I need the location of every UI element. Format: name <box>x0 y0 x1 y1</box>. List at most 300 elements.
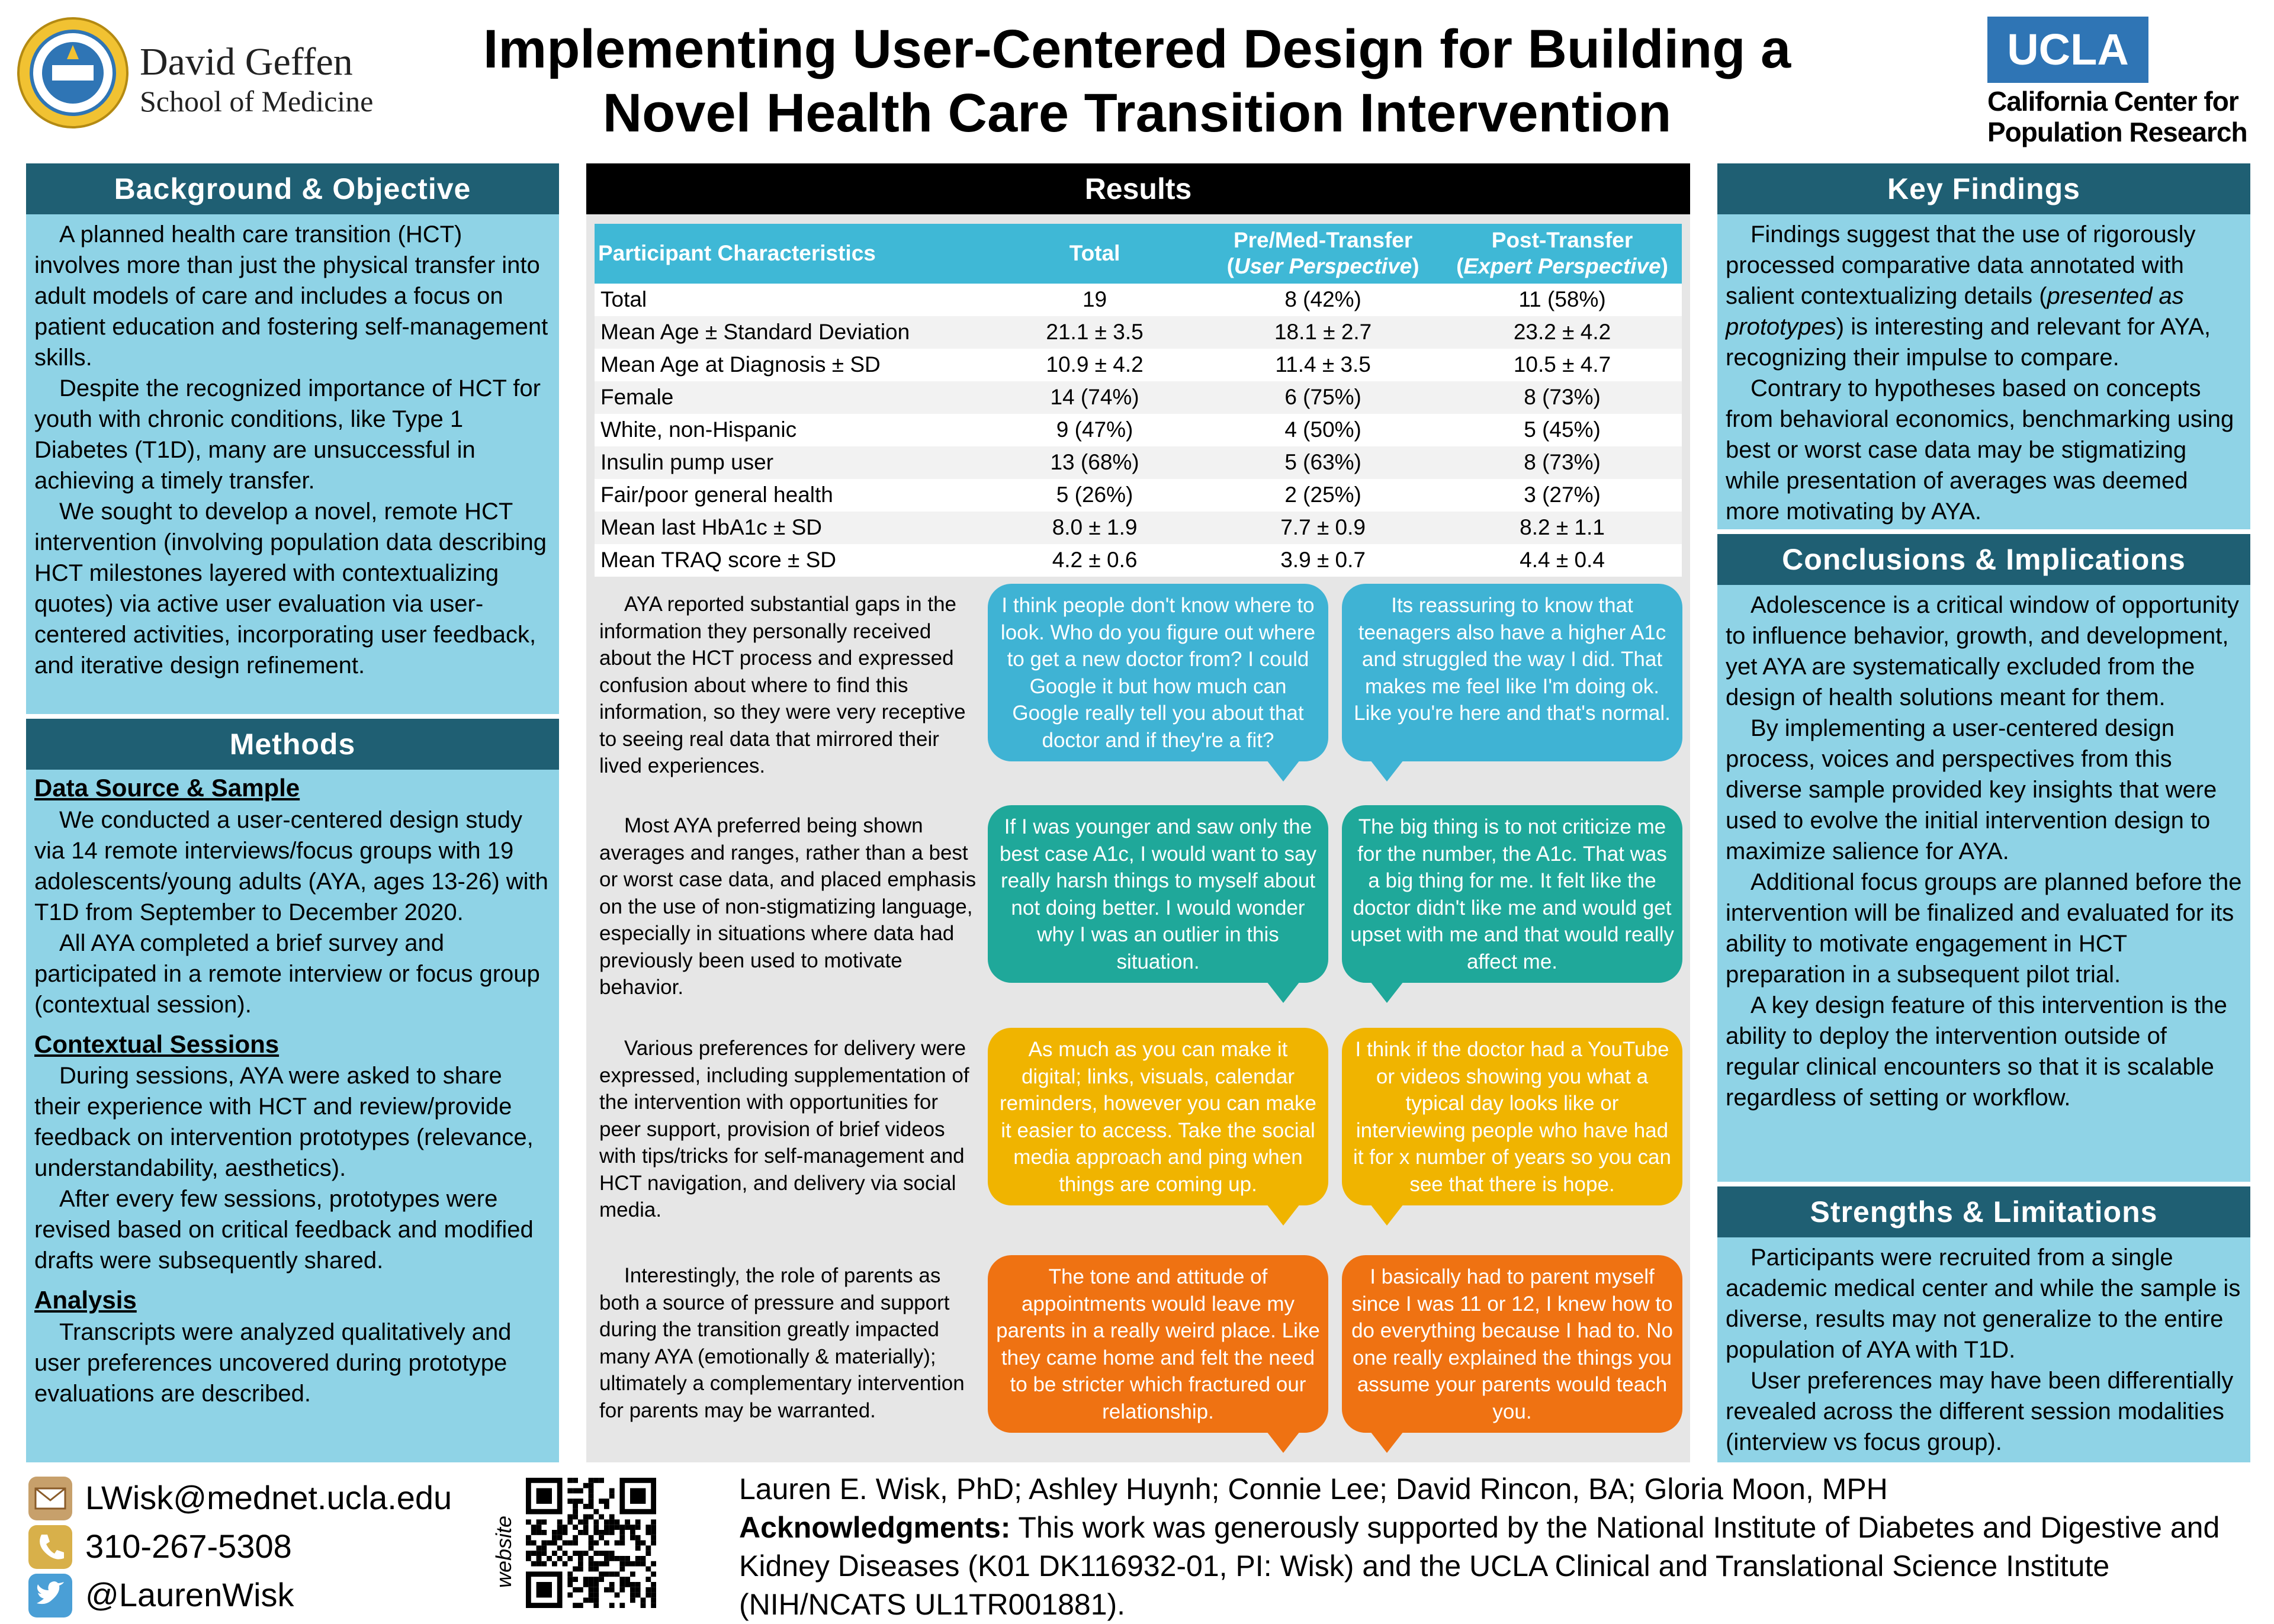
qr-module <box>563 1541 568 1546</box>
qr-module <box>593 1597 599 1603</box>
qr-module <box>599 1514 604 1520</box>
title-line-2: Novel Health Care Transition Intervention <box>602 82 1672 143</box>
kf-emphasis: presented as prototypes <box>1726 283 2184 340</box>
table-cell: 11 (58%) <box>1443 284 1682 316</box>
qr-module <box>589 1597 594 1603</box>
qr-module <box>651 1593 656 1598</box>
qr-module <box>630 1593 635 1598</box>
background-paragraph: A planned health care transition (HCT) involves more than just the physical transfer into adult models of care and includes a focus on patient education and fostering self-management skills. <box>34 221 548 371</box>
qr-module <box>609 1530 615 1535</box>
qr-module <box>604 1551 609 1556</box>
ack-text: This work was generously supported by the National Institute of Diabetes and Digestive and Kidney Diseases (K01 DK116932-01, PI: Wisk) and the UCLA Clinical and Translational Science Institute (NIH/NCATS UL1TR001881). <box>739 1511 2220 1621</box>
table-row <box>595 381 1682 414</box>
qr-module <box>651 1597 656 1603</box>
qr-module <box>651 1561 656 1567</box>
qr-module <box>589 1483 594 1488</box>
table-row <box>595 349 1682 381</box>
qr-module <box>578 1567 583 1572</box>
table-cell: 23.2 ± 4.2 <box>1443 316 1682 349</box>
qr-module <box>578 1530 583 1535</box>
conclusions-body <box>1717 585 2250 1113</box>
qr-module <box>589 1541 594 1546</box>
twitter-handle[interactable]: @LaurenWisk <box>85 1576 294 1613</box>
quote-bubble <box>988 1028 1328 1205</box>
qr-module <box>573 1577 578 1582</box>
qr-module <box>635 1593 641 1598</box>
table-row <box>595 316 1682 349</box>
qr-module <box>567 1478 573 1483</box>
qr-module <box>567 1541 573 1546</box>
qr-module <box>573 1567 578 1572</box>
ccpr-line-2: Population Research <box>1987 116 2247 147</box>
finding-text <box>599 1262 978 1424</box>
qr-module <box>593 1525 599 1530</box>
table-cell: 11.4 ± 3.5 <box>1203 349 1443 381</box>
table-row <box>595 512 1682 544</box>
qr-module <box>583 1525 589 1530</box>
qr-module <box>630 1530 635 1535</box>
qr-module <box>537 1556 542 1561</box>
qr-module <box>578 1556 583 1561</box>
qr-module <box>645 1567 651 1572</box>
qr-module <box>573 1498 578 1504</box>
qr-module <box>589 1498 594 1504</box>
finding-paragraph: Various preferences for delivery were expressed, including supplementation of the intervention with opportunities for peer support, provision of brief videos with tips/tricks for self-management and HCT navigation, and delivery via social media. <box>599 1037 969 1221</box>
qr-module <box>619 1561 625 1567</box>
qr-module <box>589 1478 594 1483</box>
qr-module <box>609 1514 615 1520</box>
qr-module <box>593 1541 599 1546</box>
qr-module <box>599 1498 604 1504</box>
table-cell: 9 (47%) <box>986 414 1203 446</box>
qr-module <box>651 1603 656 1608</box>
qr-module <box>578 1587 583 1593</box>
table-cell: Mean last HbA1c ± SD <box>595 512 986 544</box>
methods-paragraph: During sessions, AYA were asked to share their experience with HCT and review/provide feedback on intervention prototypes (relevance, understandability, aesthetics). <box>34 1063 534 1182</box>
qr-module <box>541 1541 547 1546</box>
qr-module <box>578 1551 583 1556</box>
quote-text: I basically had to parent myself since I was 11 or 12, I knew how to do everything because I had to. No one really explained the things you assume your parents would teach you. <box>1351 1265 1673 1423</box>
qr-module <box>641 1561 646 1567</box>
bubble-tail <box>1370 982 1403 1003</box>
background-heading: Background & Objective <box>26 163 559 214</box>
qr-module <box>589 1535 594 1541</box>
qr-module <box>651 1525 656 1530</box>
bubble-tail <box>1370 760 1403 782</box>
ucla-badge: UCLA <box>1987 17 2148 83</box>
quote-text: The big thing is to not criticize me for the number, the A1c. That was a big thing for me. It felt like the doctor didn't like me and would get upset with me and that would really affect me. <box>1350 815 1674 973</box>
table-col-header <box>1443 224 1682 284</box>
qr-module <box>593 1567 599 1572</box>
qr-module <box>589 1504 594 1509</box>
col-header-em: User Perspective <box>1234 254 1412 279</box>
contextual-sessions-subheading: Contextual Sessions <box>34 1030 280 1058</box>
qr-module <box>619 1535 625 1541</box>
qr-module <box>651 1530 656 1535</box>
qr-module <box>537 1551 542 1556</box>
conclusions-paragraph: A key design feature of this intervention is the ability to deploy the intervention outside of regular clinical encounters so that it is scalable regardless of setting or workflow. <box>1726 992 2227 1111</box>
bubble-tail <box>1267 1432 1300 1453</box>
table-cell: 5 (26%) <box>986 479 1203 512</box>
qr-module <box>609 1556 615 1561</box>
finding-paragraph: Interestingly, the role of parents as both a source of pressure and support during the transition greatly impacted many AYA (emotionally & materially); ultimately a complementary intervention for parents may be warranted. <box>599 1264 965 1422</box>
qr-module <box>635 1545 641 1551</box>
qr-module <box>599 1577 604 1582</box>
email-address[interactable]: LWisk@mednet.ucla.edu <box>85 1479 452 1516</box>
table-cell: Fair/poor general health <box>595 479 986 512</box>
qr-module <box>557 1525 563 1530</box>
qr-module <box>557 1556 563 1561</box>
table-cell: 2 (25%) <box>1203 479 1443 512</box>
qr-module <box>619 1525 625 1530</box>
methods-section <box>26 719 559 1462</box>
qr-module <box>651 1571 656 1577</box>
qr-module <box>641 1556 646 1561</box>
qr-module <box>645 1530 651 1535</box>
strengths-section <box>1717 1186 2250 1462</box>
qr-module <box>573 1551 578 1556</box>
qr-module <box>625 1577 630 1582</box>
quote-bubble <box>1342 1028 1682 1205</box>
qr-module <box>537 1525 542 1530</box>
data-source-subheading: Data Source & Sample <box>34 774 300 802</box>
qr-module <box>583 1514 589 1520</box>
quote-text: I think if the doctor had a YouTube or videos showing you what a typical day looks like or interviewing people who have had it for x number of years so you can see that there is hope. <box>1353 1038 1671 1196</box>
background-body <box>26 214 559 681</box>
qr-module <box>599 1530 604 1535</box>
qr-module <box>651 1535 656 1541</box>
qr-module <box>604 1525 609 1530</box>
qr-module <box>563 1525 568 1530</box>
qr-module <box>541 1519 547 1525</box>
qr-module <box>567 1514 573 1520</box>
table-cell: 4 (50%) <box>1203 414 1443 446</box>
qr-module <box>526 1556 531 1561</box>
results-heading: Results <box>586 163 1690 214</box>
qr-module <box>583 1582 589 1587</box>
qr-module <box>604 1504 609 1509</box>
qr-module <box>630 1525 635 1530</box>
qr-module <box>526 1541 531 1546</box>
kf-text: ) is interesting and relevant for AYA, recognizing their impulse to compare. <box>1726 314 2211 371</box>
quote-bubble <box>988 1255 1328 1433</box>
qr-module <box>615 1593 620 1598</box>
qr-module <box>604 1519 609 1525</box>
qr-module <box>583 1483 589 1488</box>
qr-module <box>625 1525 630 1530</box>
qr-module <box>589 1514 594 1520</box>
table-cell: 18.1 ± 2.7 <box>1203 316 1443 349</box>
qr-module <box>619 1582 625 1587</box>
table-cell: Female <box>595 381 986 414</box>
qr-module <box>557 1530 563 1535</box>
qr-module <box>589 1587 594 1593</box>
qr-module <box>619 1603 625 1608</box>
qr-module <box>573 1509 578 1514</box>
ccpr-line-1: California Center for <box>1987 86 2238 117</box>
qr-module <box>573 1587 578 1593</box>
qr-module <box>641 1541 646 1546</box>
finding-text <box>599 1035 978 1224</box>
qr-module <box>589 1488 594 1494</box>
qr-module <box>537 1519 542 1525</box>
conclusions-paragraph: Adolescence is a critical window of opportunity to influence behavior, growth, and development, yet AYA are systematically excluded from the design of health solutions meant for them. <box>1726 592 2239 710</box>
table-header-row <box>595 224 1682 284</box>
qr-module <box>609 1488 615 1494</box>
qr-code-icon[interactable] <box>526 1478 656 1608</box>
qr-module <box>630 1597 635 1603</box>
analysis-subheading: Analysis <box>34 1286 137 1314</box>
table-cell: 10.9 ± 4.2 <box>986 349 1203 381</box>
qr-module <box>593 1582 599 1587</box>
qr-module <box>625 1582 630 1587</box>
qr-module <box>593 1530 599 1535</box>
twitter-icon <box>28 1574 72 1617</box>
qr-module <box>635 1582 641 1587</box>
qr-module <box>625 1561 630 1567</box>
qr-module <box>604 1556 609 1561</box>
table-cell: Mean TRAQ score ± SD <box>595 544 986 577</box>
qr-module <box>609 1493 615 1498</box>
background-paragraph: We sought to develop a novel, remote HCT intervention (involving population data describing HCT milestones layered with contextualizing quotes) via active user evaluation via user-centered activities, incorporating user feedback, and iterative design refinement. <box>34 499 547 678</box>
qr-module <box>531 1530 537 1535</box>
table-cell: Mean Age ± Standard Deviation <box>595 316 986 349</box>
qr-module <box>567 1582 573 1587</box>
background-paragraph: Despite the recognized importance of HCT for youth with chronic conditions, like Type 1 Diabetes (T1D), many are unsuccessful in achieving a timely transfer. <box>34 375 541 494</box>
qr-module <box>651 1541 656 1546</box>
qr-module <box>583 1551 589 1556</box>
table-cell: 8 (73%) <box>1443 381 1682 414</box>
col-header-line: Post-Transfer <box>1491 228 1633 252</box>
qr-module <box>604 1587 609 1593</box>
qr-module <box>635 1519 641 1525</box>
table-cell: White, non-Hispanic <box>595 414 986 446</box>
quote-text: As much as you can make it digital; links, visuals, calendar reminders, however you can make it easier to access. Take the social media approach and ping when things are coming up. <box>1000 1038 1316 1196</box>
qr-module <box>583 1577 589 1582</box>
table-cell: 8.2 ± 1.1 <box>1443 512 1682 544</box>
key-findings-section <box>1717 163 2250 529</box>
strengths-paragraph: Participants were recruited from a single academic medical center and while the sample is diverse, results may not generalize to the entire population of AYA with T1D. <box>1726 1244 2241 1363</box>
table-cell: 7.7 ± 0.9 <box>1203 512 1443 544</box>
qr-module <box>619 1577 625 1582</box>
finding-paragraph: Most AYA preferred being shown averages and ranges, rather than a best or worst case data, and placed emphasis on the use of non-stigmatizing language, especially in situations where data had previously been used to motivate behavior. <box>599 814 977 999</box>
table-cell: 13 (68%) <box>986 446 1203 479</box>
col-header-line: (User Perspective) <box>1226 254 1419 279</box>
qr-module <box>619 1567 625 1572</box>
quote-text: I think people don't know where to look. Who do you figure out where to get a new doctor from? I could Google it but how much can Google really tell you about that doctor and if they're a fit? <box>1000 594 1316 752</box>
table-row <box>595 446 1682 479</box>
qr-module <box>609 1551 615 1556</box>
qr-module <box>547 1541 552 1546</box>
qr-module <box>645 1577 651 1582</box>
qr-module <box>526 1519 531 1525</box>
table-col-header <box>1203 224 1443 284</box>
qr-module <box>589 1545 594 1551</box>
qr-module <box>604 1561 609 1567</box>
qr-module <box>599 1478 604 1483</box>
qr-module <box>615 1541 620 1546</box>
strengths-heading: Strengths & Limitations <box>1717 1186 2250 1237</box>
qr-module <box>552 1551 557 1556</box>
qr-module <box>630 1535 635 1541</box>
participant-table <box>595 224 1682 577</box>
qr-module <box>630 1582 635 1587</box>
background-section <box>26 163 559 714</box>
qr-module <box>589 1593 594 1598</box>
qr-module <box>573 1514 578 1520</box>
qr-module <box>593 1587 599 1593</box>
qr-module <box>541 1551 547 1556</box>
qr-module <box>641 1597 646 1603</box>
strengths-paragraph: User preferences may have been differentially revealed across the different session modalities (interview vs focus group). <box>1726 1368 2234 1455</box>
qr-module <box>599 1551 604 1556</box>
quote-bubble <box>1342 584 1682 761</box>
finding-text <box>599 812 978 1001</box>
qr-module <box>567 1556 573 1561</box>
table-cell: Total <box>595 284 986 316</box>
qr-module <box>578 1488 583 1494</box>
qr-module <box>573 1525 578 1530</box>
qr-module <box>573 1488 578 1494</box>
quote-text: The tone and attitude of appointments would leave my parents in a really weird place. Like they came home and felt the need to be stricter which fractured our relationship. <box>996 1265 1320 1423</box>
qr-module <box>567 1498 573 1504</box>
qr-module <box>645 1587 651 1593</box>
qr-module <box>645 1551 651 1556</box>
qr-module <box>599 1571 604 1577</box>
qr-module <box>589 1493 594 1498</box>
qr-module <box>573 1478 578 1483</box>
logo-school: School of Medicine <box>140 85 374 118</box>
qr-module <box>609 1582 615 1587</box>
qr-module <box>635 1561 641 1567</box>
qr-module <box>619 1541 625 1546</box>
qr-finder <box>630 1488 645 1504</box>
methods-paragraph: After every few sessions, prototypes were revised based on critical feedback and modified drafts were subsequently shared. <box>34 1186 534 1274</box>
table-cell: 8.0 ± 1.9 <box>986 512 1203 544</box>
finding-text <box>599 591 978 780</box>
table-cell: 5 (45%) <box>1443 414 1682 446</box>
qr-label: website <box>492 1515 516 1588</box>
table-row <box>595 284 1682 316</box>
qr-module <box>567 1577 573 1582</box>
qr-module <box>541 1530 547 1535</box>
table-cell: 4.4 ± 0.4 <box>1443 544 1682 577</box>
quote-bubble <box>1342 1255 1682 1433</box>
ack-label: Acknowledgments: <box>739 1511 1011 1544</box>
qr-module <box>630 1587 635 1593</box>
qr-module <box>619 1556 625 1561</box>
key-findings-paragraph: Contrary to hypotheses based on concepts from behavioral economics, benchmarking using best or worst case data may be stigmatizing while presentation of averages was deemed more motivating by AYA. <box>1726 375 2234 525</box>
qr-module <box>583 1519 589 1525</box>
methods-paragraph: We conducted a user-centered design study via 14 remote interviews/focus groups with 19 adolescents/young adults (AYA, ages 13-26) with T1D from September to December 2020. <box>34 806 548 925</box>
methods-body <box>26 772 559 1409</box>
logo-name: David Geffen <box>140 40 353 83</box>
key-findings-paragraph <box>1726 219 2242 373</box>
qr-module <box>651 1582 656 1587</box>
table-cell: Mean Age at Diagnosis ± SD <box>595 349 986 381</box>
qr-module <box>552 1561 557 1567</box>
table-row <box>595 544 1682 577</box>
qr-module <box>563 1551 568 1556</box>
qr-module <box>537 1545 542 1551</box>
qr-module <box>563 1530 568 1535</box>
qr-module <box>651 1587 656 1593</box>
qr-module <box>609 1571 615 1577</box>
qr-module <box>589 1567 594 1572</box>
qr-module <box>630 1571 635 1577</box>
qr-module <box>619 1530 625 1535</box>
bubble-tail <box>1370 1432 1403 1453</box>
strengths-body <box>1717 1237 2250 1458</box>
quote-bubble <box>1342 805 1682 983</box>
table-row <box>595 479 1682 512</box>
qr-module <box>531 1561 537 1567</box>
qr-module <box>609 1525 615 1530</box>
qr-module <box>589 1582 594 1587</box>
qr-module <box>573 1535 578 1541</box>
table-cell: 10.5 ± 4.7 <box>1443 349 1682 381</box>
title-line-1: Implementing User-Centered Design for Building a <box>483 19 1791 79</box>
qr-module <box>635 1535 641 1541</box>
qr-module <box>526 1535 531 1541</box>
dgsom-logo <box>17 17 396 129</box>
qr-module <box>609 1519 615 1525</box>
qr-module <box>604 1571 609 1577</box>
qr-module <box>589 1556 594 1561</box>
email-icon <box>28 1477 72 1520</box>
table-cell: Insulin pump user <box>595 446 986 479</box>
qr-module <box>604 1498 609 1504</box>
qr-module <box>609 1587 615 1593</box>
qr-module <box>630 1561 635 1567</box>
kf-text: Findings suggest that the use of rigorously processed comparative data annotated with salient contextualizing details ( <box>1726 221 2196 309</box>
qr-module <box>531 1551 537 1556</box>
qr-module <box>635 1525 641 1530</box>
qr-module <box>537 1530 542 1535</box>
qr-module <box>593 1519 599 1525</box>
phone-number[interactable]: 310-267-5308 <box>85 1527 292 1565</box>
table-cell: 19 <box>986 284 1203 316</box>
qr-module <box>567 1488 573 1494</box>
table-col-header: Total <box>986 224 1203 284</box>
qr-module <box>604 1530 609 1535</box>
qr-module <box>615 1519 620 1525</box>
table-cell: 8 (42%) <box>1203 284 1443 316</box>
qr-finder <box>537 1488 552 1504</box>
ccpr-logo <box>1987 17 2266 147</box>
qr-module <box>578 1498 583 1504</box>
qr-module <box>599 1561 604 1567</box>
qr-module <box>615 1571 620 1577</box>
bubble-tail <box>1370 1204 1403 1226</box>
bubble-tail <box>1267 760 1300 782</box>
qr-module <box>531 1541 537 1546</box>
qr-module <box>541 1561 547 1567</box>
key-findings-heading: Key Findings <box>1717 163 2250 214</box>
qr-module <box>593 1478 599 1483</box>
qr-finder <box>537 1582 552 1597</box>
qr-module <box>593 1561 599 1567</box>
qr-module <box>531 1525 537 1530</box>
qr-module <box>552 1535 557 1541</box>
qr-module <box>593 1593 599 1598</box>
bubble-tail <box>1267 982 1300 1003</box>
qr-module <box>635 1587 641 1593</box>
acknowledgments <box>739 1509 2243 1624</box>
table-row <box>595 414 1682 446</box>
qr-module <box>537 1561 542 1567</box>
qr-module <box>541 1545 547 1551</box>
